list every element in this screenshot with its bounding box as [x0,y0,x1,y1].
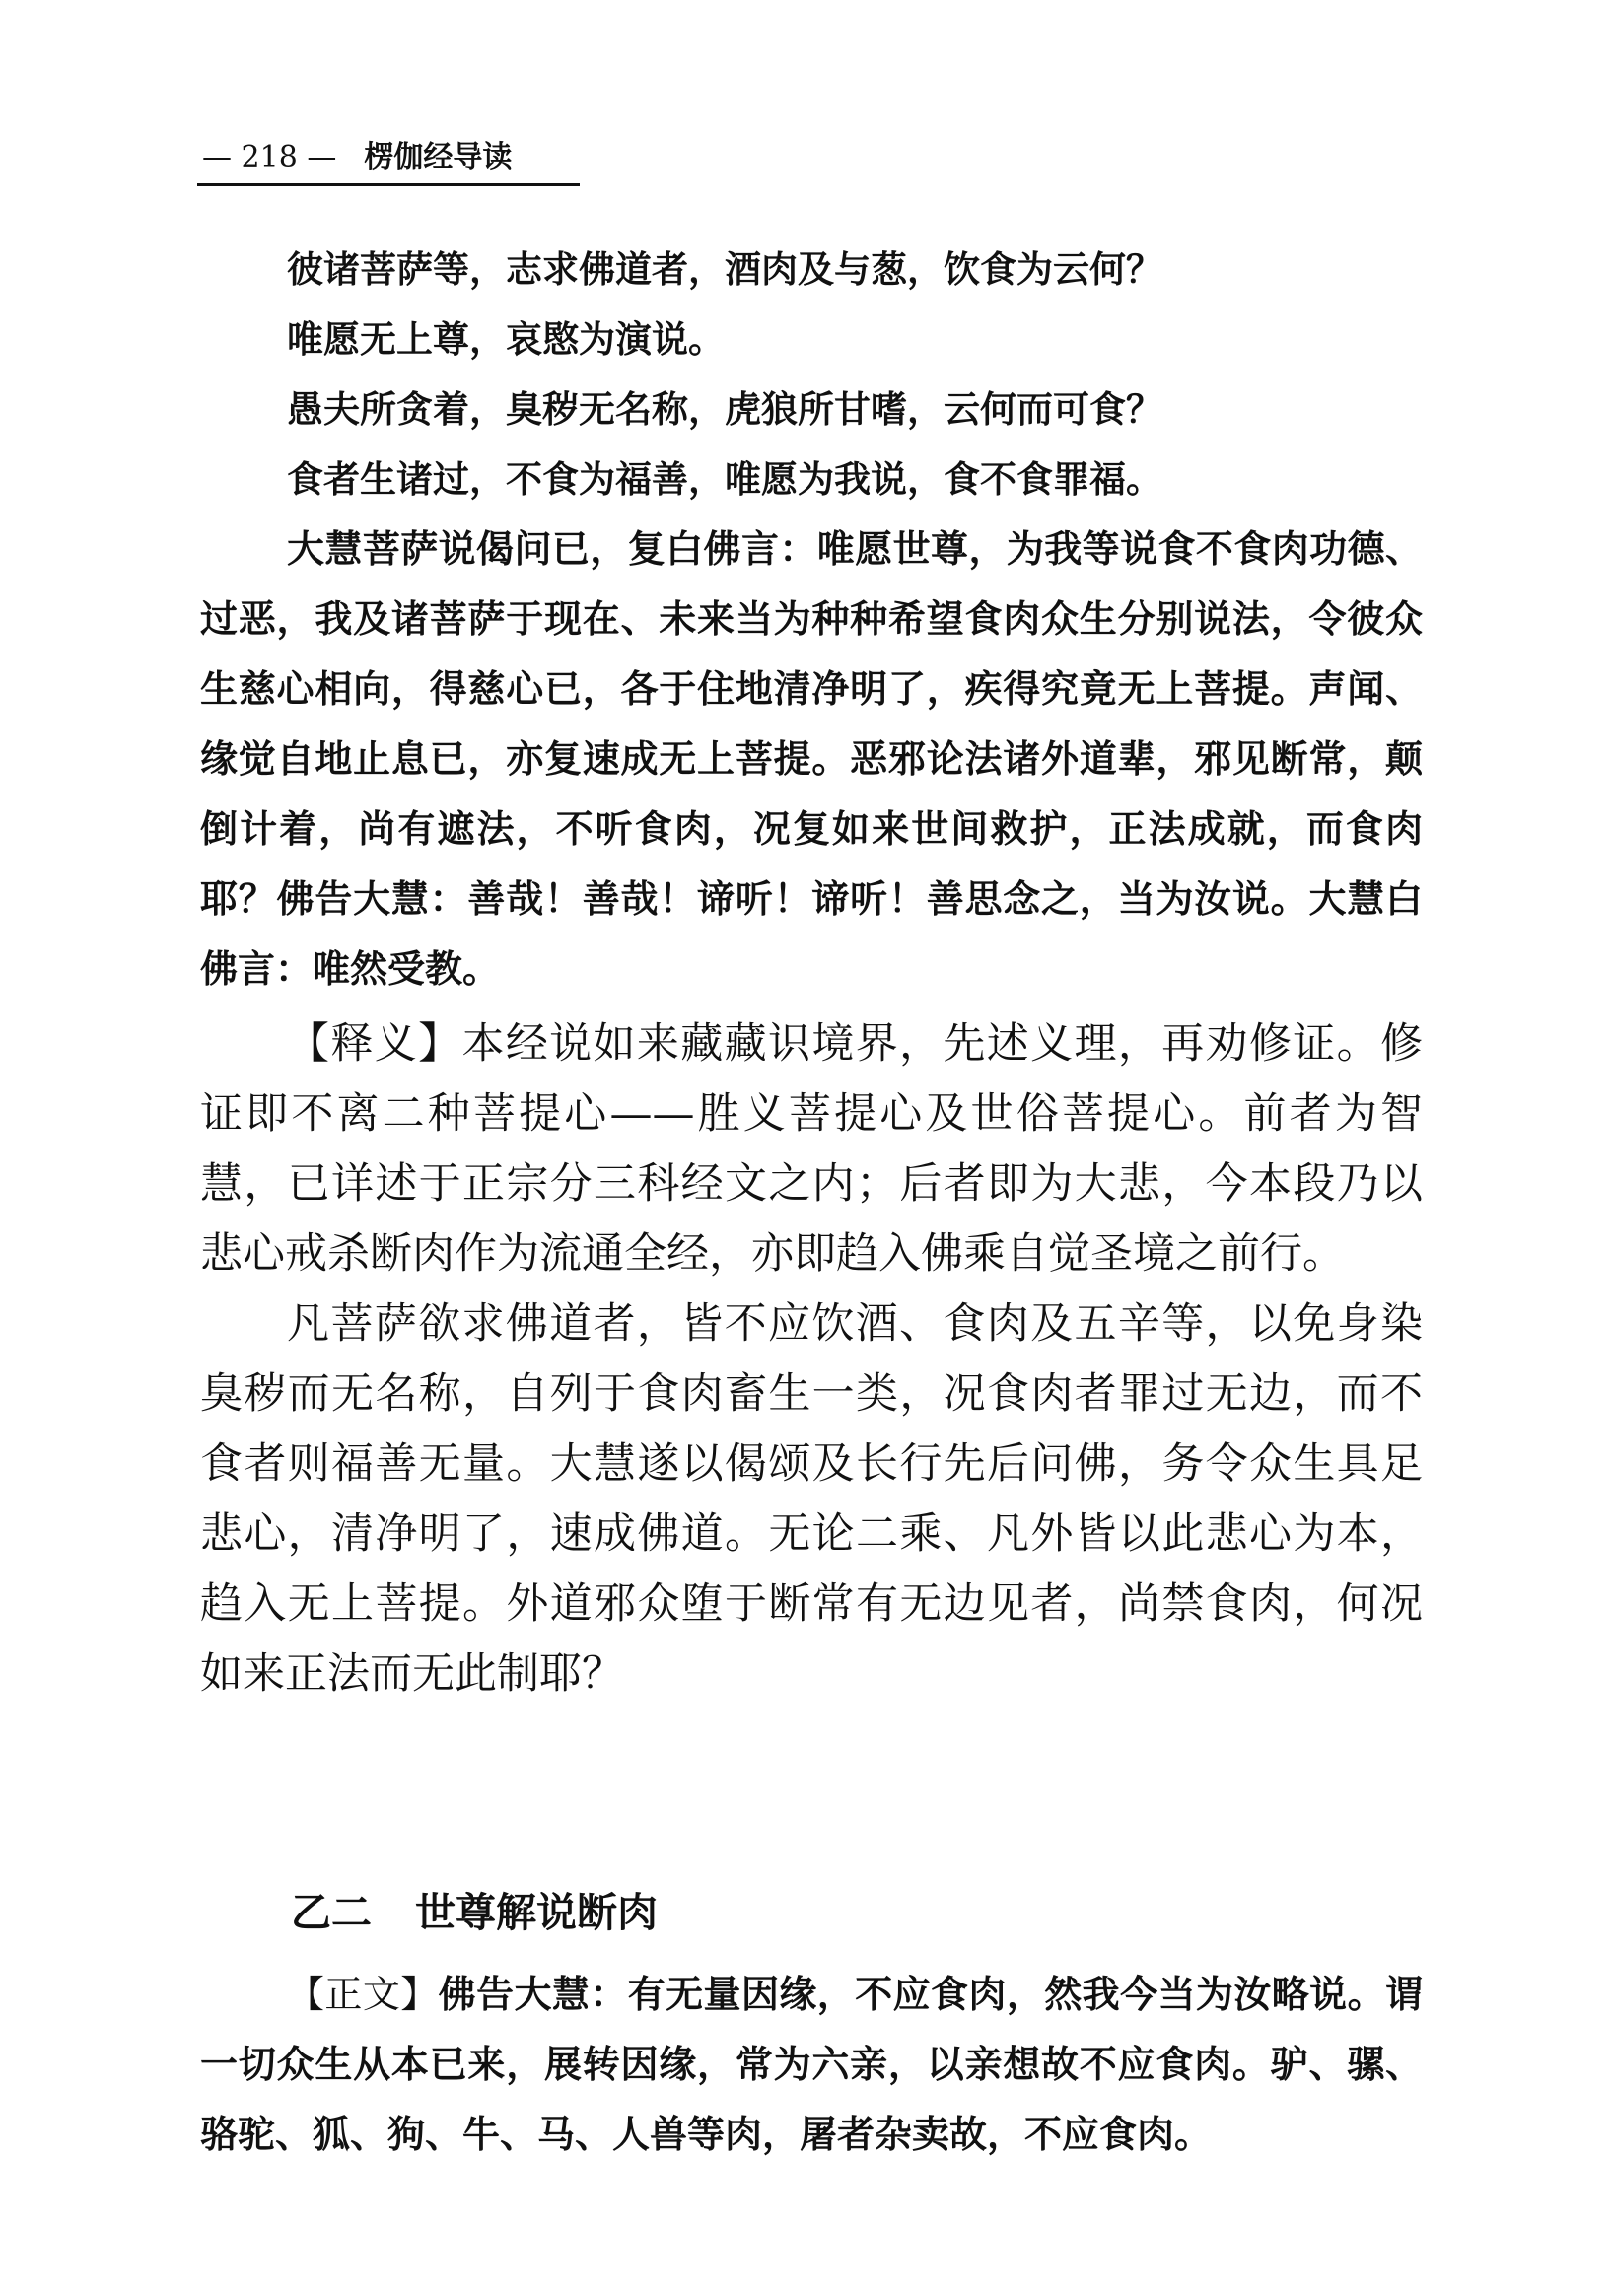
section-heading [291,1883,658,1942]
verse-block [200,235,1423,515]
main-text-block [200,1960,1423,2170]
section-title: 世尊解说断肉 [415,1889,658,1936]
verse-line: 唯愿无上尊，哀愍为演说。 [287,318,725,361]
main-text-body: 佛告大慧：有无量因缘，不应食肉，然我今当为汝略说。谓一切众生从本已来，展转因缘，常为六亲，以亲想故不应食肉。驴、骡、骆驼、狐、狗、牛、马、人兽等肉，屠者杂卖故，不应食肉。 [200,1973,1423,2156]
running-header [202,138,577,177]
verse-line: 愚夫所贪着，臭秽无名称，虎狼所甘嗜，云何而可食？ [287,388,1162,431]
main-text-tag: 【正文】 [287,1973,439,2016]
commentary-text-1: 本经说如来藏藏识境界，先述义理，再劝修证。修证即不离二种菩提心——胜义菩提心及世俗菩提心。前者为智慧，已详述于正宗分三科经文之内；后者即为大悲，今本段乃以悲心戒杀断肉作为流通全经，亦即趋入佛乘自觉圣境之前行。 [200,1019,1424,1279]
commentary-block [200,1009,1423,1709]
commentary-paragraph-1 [200,1009,1423,1289]
main-text-paragraph [200,1960,1423,2170]
header-rule [197,183,580,186]
page-number: — 218 — [202,140,337,174]
book-title: 楞伽经导读 [364,140,513,174]
verse-line: 彼诸菩萨等，志求佛道者，酒肉及与葱，饮食为云何？ [287,248,1162,291]
verse-line: 食者生诸过，不食为福善，唯愿为我说，食不食罪福。 [287,458,1162,501]
commentary-tag: 【释义】 [287,1019,462,1069]
sutra-passage-block [200,515,1423,1005]
section-label: 乙二 [291,1889,372,1936]
sutra-passage: 大慧菩萨说偈问已，复白佛言：唯愿世尊，为我等说食不食肉功德、过恶，我及诸菩萨于现在、未来当为种种希望食肉众生分别说法，令彼众生慈心相向，得慈心已，各于住地清净明了，疾得究竟无上菩提。声闻、缘觉自地止息已，亦复速成无上菩提。恶邪论法诸外道辈，邪见断常，颠倒计着，尚有遮法，不听食肉，况复如来世间救护，正法成就，而食肉耶？佛告大慧：善哉！善哉！谛听！谛听！善思念之，当为汝说。大慧白佛言：唯然受教。 [200,527,1423,991]
commentary-paragraph-2: 凡菩萨欲求佛道者，皆不应饮酒、食肉及五辛等，以免身染臭秽而无名称，自列于食肉畜生一类，况食肉者罪过无边，而不食者则福善无量。大慧遂以偈颂及长行先后问佛，务令众生具足悲心，清净明了，速成佛道。无论二乘、凡外皆以此悲心为本，趋入无上菩提。外道邪众堕于断常有无边见者，尚禁食肉，何况如来正法而无此制耶？ [200,1299,1423,1699]
